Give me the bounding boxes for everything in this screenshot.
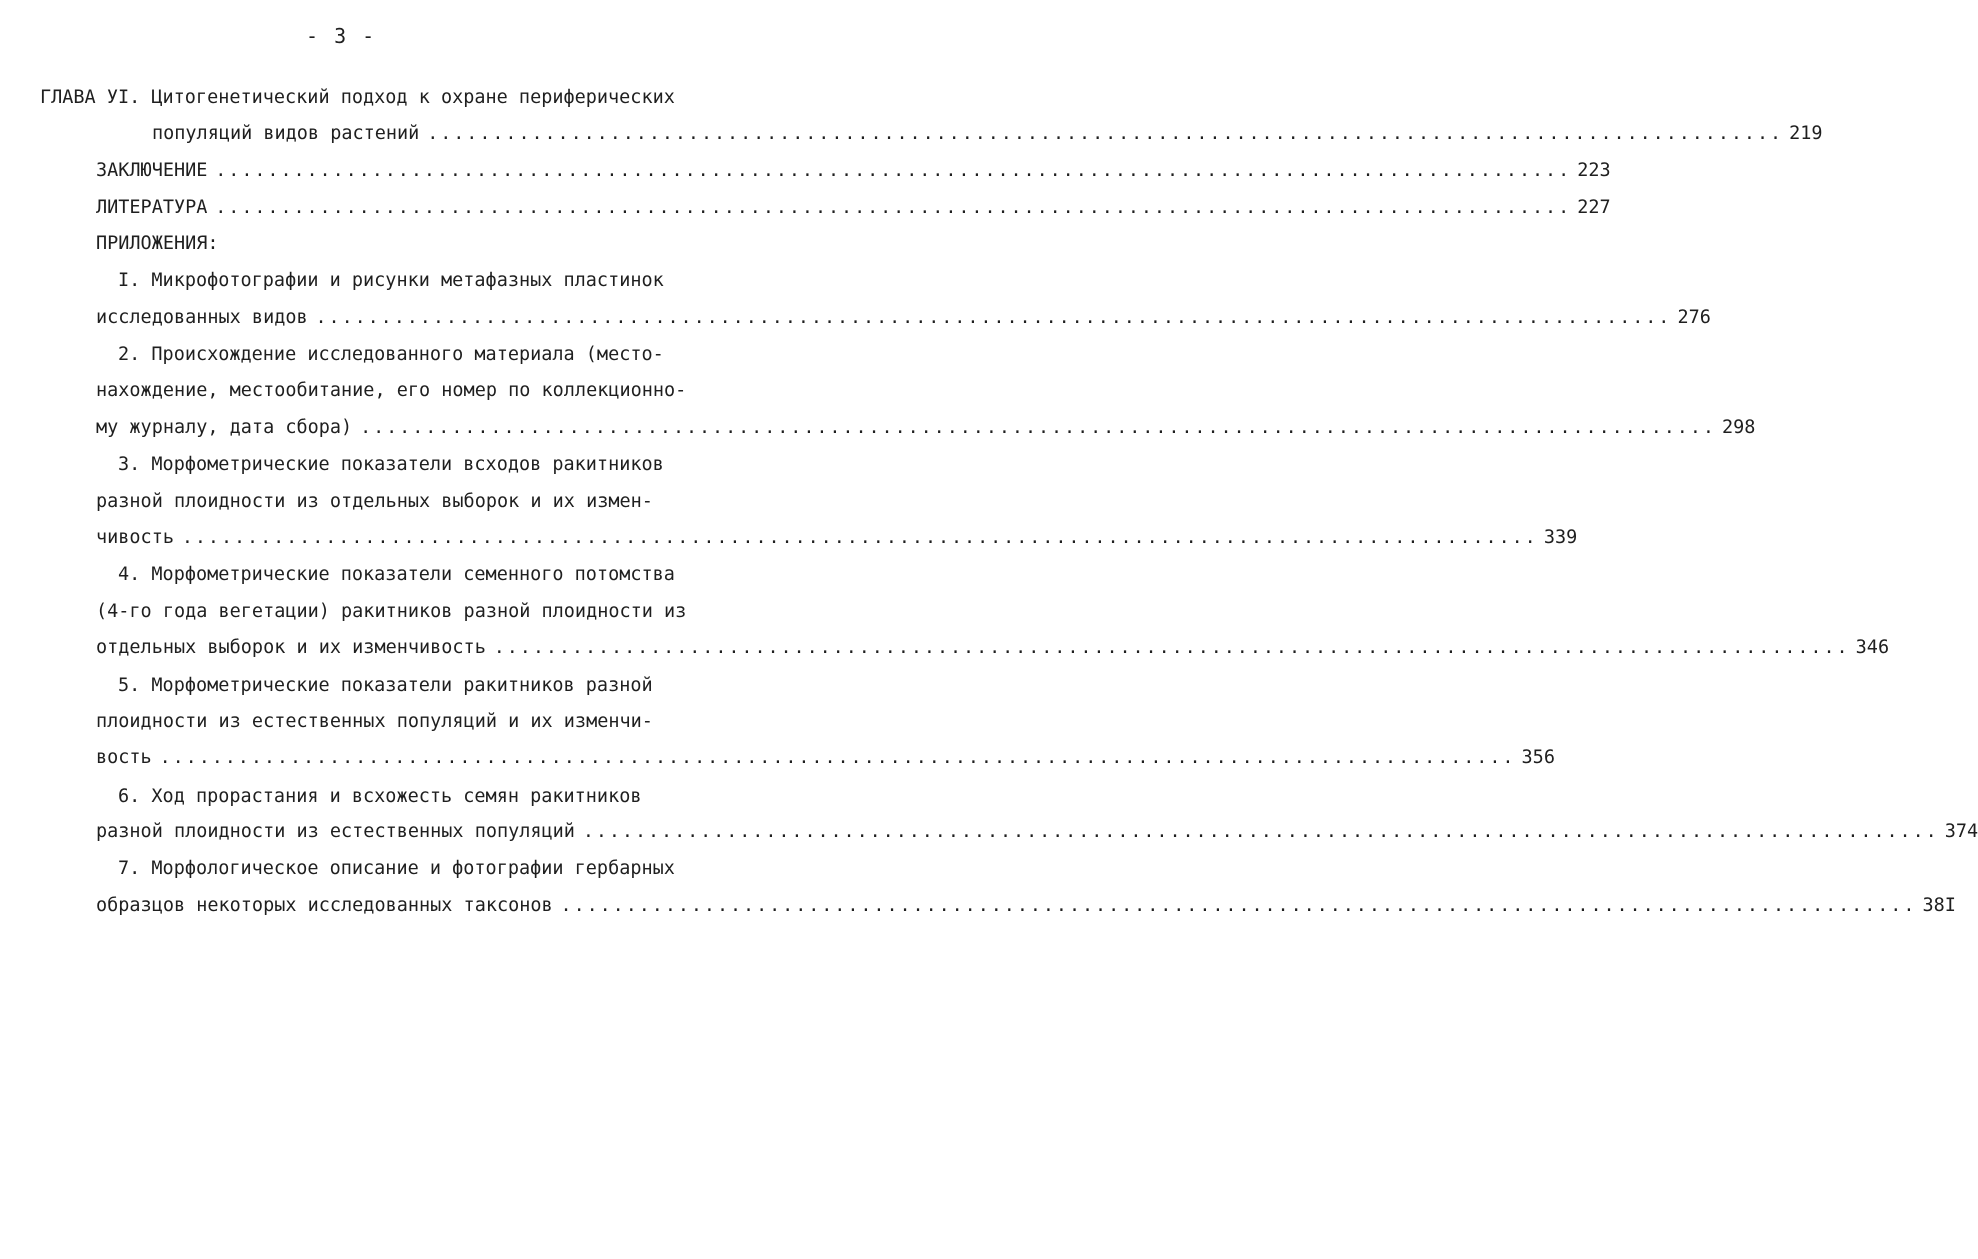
appendix-7-page: 38I: [1922, 895, 1956, 916]
appendix-3-page: 339: [1543, 527, 1578, 548]
toc-entry-appendix-3: [96, 526, 1578, 550]
appendix-2-line2: нахождение, местообитание, его номер по коллекционно-: [96, 380, 687, 401]
leader-dots: ........................................................................................................: [181, 527, 1538, 548]
toc-entry-appendix-2: [96, 416, 1756, 440]
appendix-3-line2: разной плоидности из отдельных выборок и их измен-: [96, 491, 653, 512]
leader-dots: ........................................................................................................: [215, 160, 1572, 181]
appendix-6-page: 374: [1944, 821, 1978, 842]
literature-page: 227: [1577, 197, 1611, 218]
appendix-3-last-line: чивость: [96, 527, 174, 548]
appendix-4-page: 346: [1855, 637, 1890, 658]
chapter6-title-line1: ГЛАВА УI. Цитогенетический подход к охране периферических: [40, 87, 675, 108]
leader-dots: ........................................................................................................: [427, 123, 1784, 144]
appendix-5-last-line: вость: [96, 747, 152, 768]
conclusion-page: 223: [1577, 160, 1611, 181]
page-number: - 3 -: [306, 24, 377, 48]
leader-dots: ........................................................................................................: [582, 821, 1939, 842]
toc-entry-appendix-5: [96, 746, 1555, 770]
leader-dots: ........................................................................................................: [159, 747, 1516, 768]
appendix-5-line2: плоидности из естественных популяций и их изменчи-: [96, 711, 653, 732]
appendix-1-page: 276: [1677, 307, 1711, 328]
toc-entry-chapter6: [152, 122, 1823, 146]
chapter6-page: 219: [1789, 123, 1823, 144]
appendix-1-line1: I. Микрофотографии и рисунки метафазных пластинок: [118, 270, 664, 291]
chapter6-title-line2: популяций видов растений: [152, 123, 420, 144]
appendix-5-page: 356: [1521, 747, 1555, 768]
leader-dots: ........................................................................................................: [493, 637, 1850, 658]
appendix-3-line1: 3. Морфометрические показатели всходов ракитников: [118, 454, 664, 475]
toc-entry-appendix-1: [96, 306, 1711, 330]
leader-dots: ........................................................................................................: [315, 307, 1672, 328]
appendix-7-last-line: образцов некоторых исследованных таксонов: [96, 895, 553, 916]
leader-dots: ........................................................................................................: [560, 895, 1917, 916]
appendix-2-last-line: му журналу, дата сбора): [96, 417, 353, 438]
appendix-4-last-line: отдельных выборок и их изменчивость: [96, 637, 486, 658]
conclusion-label: ЗАКЛЮЧЕНИЕ: [96, 160, 208, 181]
toc-entry-appendix-4: [96, 636, 1890, 660]
appendix-6-last-line: разной плоидности из естественных популяций: [96, 821, 575, 842]
literature-label: ЛИТЕРАТУРА: [96, 197, 208, 218]
leader-dots: ........................................................................................................: [360, 417, 1717, 438]
appendix-2-line1: 2. Происхождение исследованного материала (место-: [118, 344, 664, 365]
appendix-2-page: 298: [1722, 417, 1756, 438]
appendix-5-line1: 5. Морфометрические показатели ракитников разной: [118, 675, 653, 696]
appendix-6-line1: 6. Ход прорастания и всхожесть семян ракитников: [118, 786, 642, 807]
appendix-4-line1: 4. Морфометрические показатели семенного потомства: [118, 564, 675, 585]
toc-entry-literature: [96, 196, 1611, 220]
appendix-1-last-line: исследованных видов: [96, 307, 308, 328]
toc-entry-appendix-6: [96, 820, 1978, 844]
leader-dots: ........................................................................................................: [215, 197, 1572, 218]
toc-entry-conclusion: [96, 159, 1611, 183]
toc-entry-appendix-7: [96, 894, 1956, 918]
appendix-7-line1: 7. Морфологическое описание и фотографии гербарных: [118, 858, 675, 879]
appendices-heading: ПРИЛОЖЕНИЯ:: [96, 233, 219, 254]
appendix-4-line2: (4-го года вегетации) ракитников разной плоидности из: [96, 601, 687, 622]
